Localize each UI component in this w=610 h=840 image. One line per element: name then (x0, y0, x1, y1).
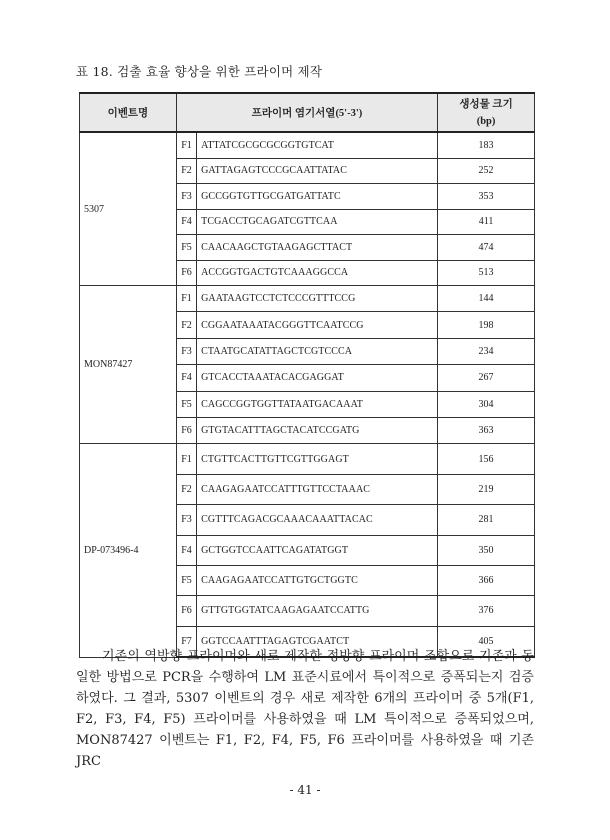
header-sequence: 프라이머 염기서열(5'-3') (176, 93, 437, 132)
primer-sequence-cell: CTAATGCATATTAGCTCGTCCCA (197, 338, 438, 364)
event-name-cell: 5307 (80, 132, 177, 286)
header-size-label: 생성물 크기 (459, 98, 513, 110)
primer-id-cell: F3 (176, 505, 196, 535)
product-size-cell: 350 (438, 535, 535, 565)
product-size-cell: 474 (438, 235, 535, 261)
event-name-cell: DP-073496-4 (80, 444, 177, 657)
primer-id-cell: F5 (176, 235, 196, 261)
primer-id-cell: F2 (176, 312, 196, 338)
primer-sequence-cell: ATTATCGCGCGCGGTGTCAT (197, 132, 438, 158)
primer-id-cell: F5 (176, 565, 196, 595)
primer-sequence-cell: TCGACCTGCAGATCGTTCAA (197, 209, 438, 235)
product-size-cell: 513 (438, 260, 535, 286)
product-size-cell: 252 (438, 158, 535, 184)
product-size-cell: 281 (438, 505, 535, 535)
product-size-cell: 219 (438, 474, 535, 504)
primer-id-cell: F2 (176, 474, 196, 504)
table-header-row (80, 93, 535, 132)
primer-id-cell: F3 (176, 338, 196, 364)
primer-id-cell: F4 (176, 209, 196, 235)
product-size-cell: 267 (438, 365, 535, 391)
product-size-cell: 198 (438, 312, 535, 338)
primer-id-cell: F1 (176, 286, 196, 312)
primer-sequence-cell: GAATAAGTCCTCTCCCGTTTCCG (197, 286, 438, 312)
primer-id-cell: F4 (176, 535, 196, 565)
primer-sequence-cell: GATTAGAGTCCCGCAATTATAC (197, 158, 438, 184)
product-size-cell: 304 (438, 391, 535, 417)
product-size-cell: 353 (438, 184, 535, 210)
header-product-size (438, 93, 535, 132)
primer-sequence-cell: CTGTTCACTTGTTCGTTGGAGT (197, 444, 438, 474)
header-event: 이벤트명 (80, 93, 177, 132)
header-size-unit: (bp) (476, 115, 496, 127)
product-size-cell: 156 (438, 444, 535, 474)
primer-sequence-cell: CAACAAGCTGTAAGAGCTTACT (197, 235, 438, 261)
primer-sequence-cell: CGGAATAAATACGGGTTCAATCCG (197, 312, 438, 338)
table-row (80, 444, 535, 474)
primer-id-cell: F3 (176, 184, 196, 210)
primer-sequence-cell: CAAGAGAATCCATTGTGCTGGTC (197, 565, 438, 595)
primer-id-cell: F1 (176, 444, 196, 474)
primer-table (79, 92, 535, 658)
primer-id-cell: F6 (176, 596, 196, 626)
primer-id-cell: F6 (176, 260, 196, 286)
page-number: - 41 - (289, 783, 321, 797)
product-size-cell: 144 (438, 286, 535, 312)
primer-id-cell: F5 (176, 391, 196, 417)
primer-sequence-cell: GTCACCTAAATACACGAGGAT (197, 365, 438, 391)
primer-id-cell: F1 (176, 132, 196, 158)
body-paragraph (76, 646, 534, 772)
paragraph-text: 기존의 역방향 프라이머와 새로 제작한 정방향 프라이머 조합으로 기존과 동일한 방법으로 PCR을 수행하여 LM 표준시료에서 특이적으로 증폭되는지 검증하였다. 그 결과, 5307 이벤트의 경우 새로 제작한 6개의 프라이머 중 5개(F1, F2, F3, F4, F5) 프라이머를 사용하였을 때 LM 특이적으로 증폭되었으며, MON87427 이벤트는 F1, F2, F4, F5, F6 프라이머를 사용하였을 때 기존 JRC (76, 649, 534, 769)
primer-id-cell: F2 (176, 158, 196, 184)
product-size-cell: 366 (438, 565, 535, 595)
primer-sequence-cell: GTTGTGGTATCAAGAGAATCCATTG (197, 596, 438, 626)
product-size-cell: 376 (438, 596, 535, 626)
table-row (80, 132, 535, 158)
primer-sequence-cell: CAAGAGAATCCATTTGTTCCTAAAC (197, 474, 438, 504)
primer-id-cell: F6 (176, 417, 196, 443)
table-caption: 표 18. 검출 효율 향상을 위한 프라이머 제작 (76, 64, 323, 79)
primer-sequence-cell: GCTGGTCCAATTCAGATATGGT (197, 535, 438, 565)
table-row (80, 286, 535, 312)
primer-sequence-cell: ACCGGTGACTGTCAAAGGCCA (197, 260, 438, 286)
primer-sequence-cell: CAGCCGGTGGTTATAATGACAAAT (197, 391, 438, 417)
primer-sequence-cell: GTGTACATTTAGCTACATCCGATG (197, 417, 438, 443)
primer-sequence-cell: CGTTTCAGACGCAAACAAATTACAC (197, 505, 438, 535)
product-size-cell: 405 (438, 626, 535, 657)
product-size-cell: 183 (438, 132, 535, 158)
product-size-cell: 411 (438, 209, 535, 235)
product-size-cell: 234 (438, 338, 535, 364)
event-name-cell: MON87427 (80, 286, 177, 444)
product-size-cell: 363 (438, 417, 535, 443)
primer-sequence-cell: GGTCCAATTTAGAGTCGAATCT (197, 626, 438, 657)
primer-id-cell: F4 (176, 365, 196, 391)
primer-sequence-cell: GCCGGTGTTGCGATGATTATC (197, 184, 438, 210)
primer-id-cell: F7 (176, 626, 196, 657)
